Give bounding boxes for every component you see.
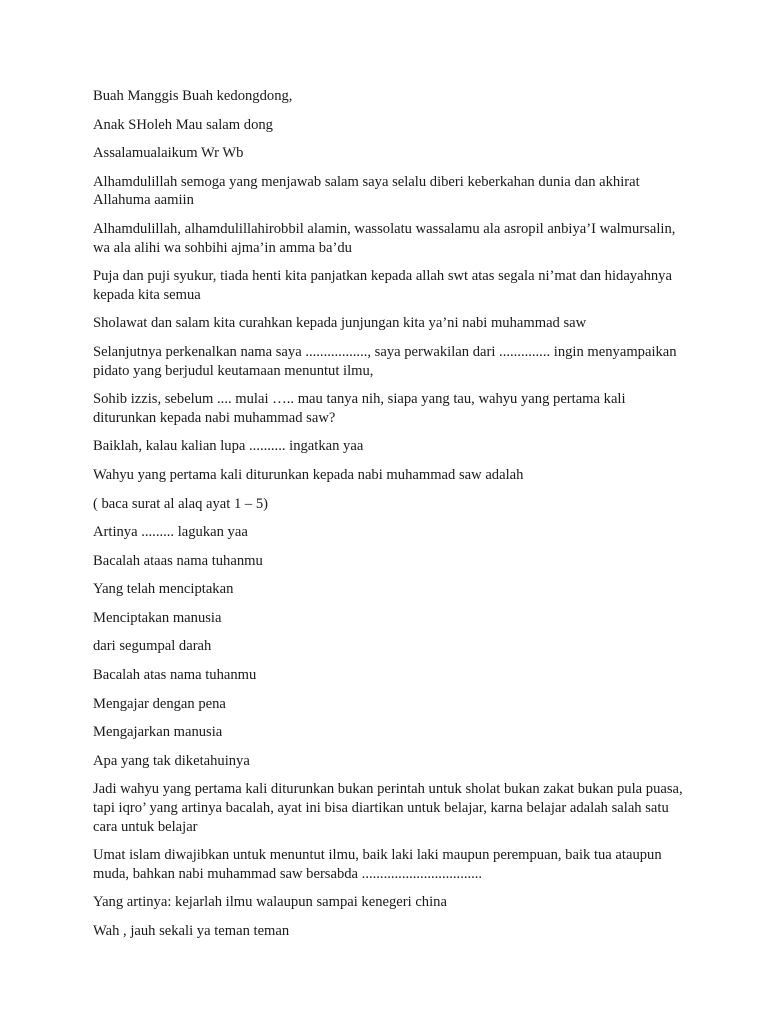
paragraph: Baiklah, kalau kalian lupa .......... ingatkan yaa — [93, 438, 364, 455]
paragraph: Mengajarkan manusia — [93, 724, 223, 741]
paragraph: Artinya ......... lagukan yaa — [93, 524, 248, 541]
paragraph: Puja dan puji syukur, tiada henti kita panjatkan kepada allah swt atas segala ni’mat dan hidayahnya kepada kita semua — [93, 268, 672, 303]
paragraph: Assalamualaikum Wr Wb — [93, 145, 244, 162]
paragraph: Selanjutnya perkenalkan nama saya ................., saya perwakilan dari .............. ingin menyampaikan pidato yang berjudul keutamaan menuntut ilmu, — [93, 343, 677, 379]
paragraph: Wah , jauh sekali ya teman teman — [93, 923, 290, 939]
paragraph: Bacalah ataas nama tuhanmu — [93, 552, 263, 569]
paragraph: ( baca surat al alaq ayat 1 – 5) — [93, 495, 269, 512]
paragraph: Jadi wahyu yang pertama kali diturunkan bukan perintah untuk sholat bukan zakat bukan pula puasa, tapi iqro’ yang artinya bacalah, ayat ini bisa diartikan untuk belajar, karna belajar adalah salah satu cara untuk belajar — [93, 781, 683, 835]
paragraph: Yang artinya: kejarlah ilmu walaupun sampai kenegeri china — [93, 894, 447, 911]
paragraph: Anak SHoleh Mau salam dong — [93, 116, 273, 133]
paragraph: Apa yang tak diketahuinya — [93, 752, 250, 769]
paragraph: Wahyu yang pertama kali diturunkan kepada nabi muhammad saw adalah — [93, 466, 524, 483]
paragraph: Alhamdulillah semoga yang menjawab salam saya selalu diberi keberkahan dunia dan akhirat Allahuma aamiin — [93, 173, 640, 209]
paragraph: Mengajar dengan pena — [93, 695, 226, 712]
paragraph: Menciptakan manusia — [93, 609, 222, 626]
paragraph: Buah Manggis Buah kedongdong, — [93, 88, 293, 104]
paragraph: Yang telah menciptakan — [93, 581, 234, 598]
paragraph: Umat islam diwajibkan untuk menuntut ilmu, baik laki laki maupun perempuan, baik tua ataupun muda, bahkan nabi muhammad saw bersabda ................................. — [93, 847, 662, 882]
paragraph: Sohib izzis, sebelum .... mulai ….. mau tanya nih, siapa yang tau, wahyu yang pertama kali diturunkan kepada nabi muhammad saw? — [93, 391, 626, 426]
paragraph: Bacalah atas nama tuhanmu — [93, 667, 257, 684]
paragraph: Alhamdulillah, alhamdulillahirobbil alamin, wassolatu wassalamu ala asropil anbiya’I walmursalin, wa ala alihi wa sohbihi ajma’in amma ba’du — [93, 220, 676, 256]
paragraph: dari segumpal darah — [93, 638, 212, 655]
document-body — [93, 87, 683, 951]
paragraph: Sholawat dan salam kita curahkan kepada junjungan kita ya’ni nabi muhammad saw — [93, 315, 587, 332]
